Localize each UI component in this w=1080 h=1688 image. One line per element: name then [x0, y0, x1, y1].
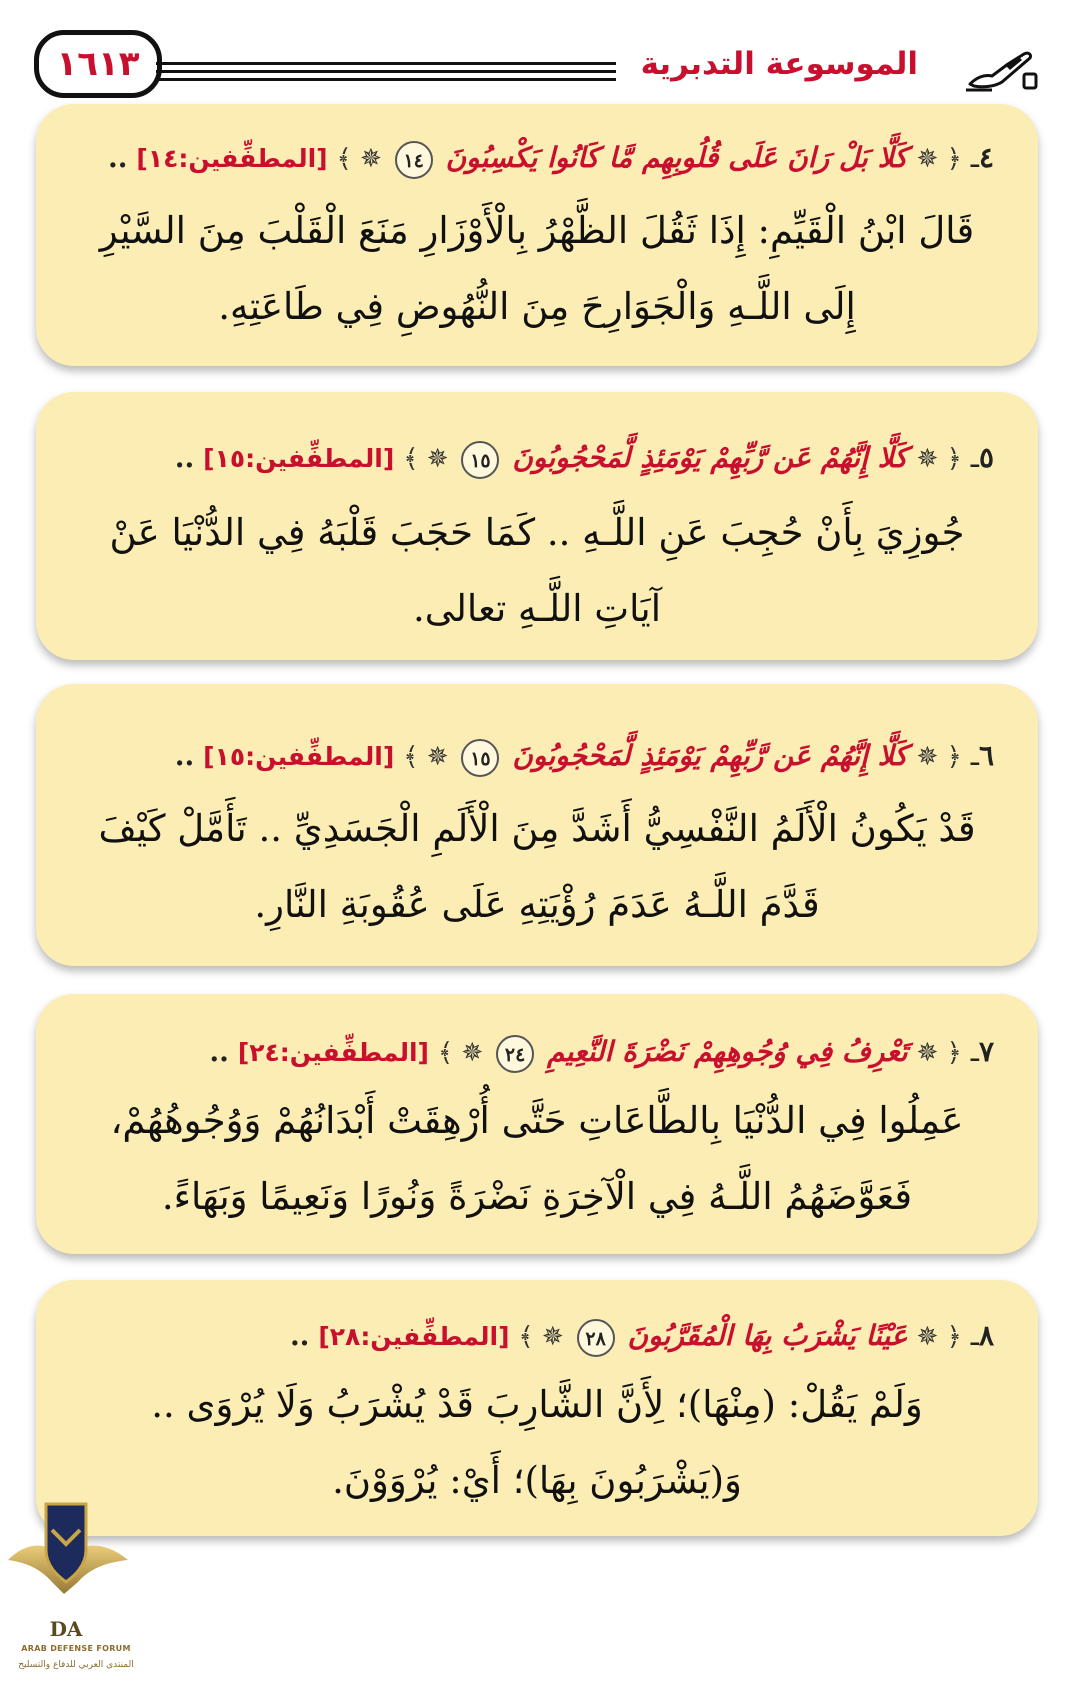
ornament-icon: ✵ ﴾ — [336, 144, 382, 174]
tadabbur-text: قَالَ ابْنُ الْقَيِّمِ: إِذَا ثَقُلَ الظَّهْرُ بِالْأَوْزَارِ مَنَعَ الْقَلْبَ مِنَ السَّيْرِ إِلَى اللَّـهِ وَالْجَوَارِحَ مِنَ النُّهُوضِ فِي طَاعَتِهِ. — [99, 209, 975, 328]
ayah-number-mark: ١٥ — [461, 739, 499, 777]
quran-verse: عَيْنًا يَشْرَبُ بِهَا الْمُقَرَّبُونَ — [627, 1319, 908, 1352]
ornament-icon: ﴿ ✵ — [916, 444, 962, 474]
ayah-number-mark: ١٥ — [461, 441, 499, 479]
verse-reference: [المطفِّفين:١٥] — [203, 742, 395, 771]
book-title: الموسوعة التدبرية — [640, 46, 918, 82]
page-header — [0, 0, 1080, 105]
tadabbur-text: جُوزِيَ بِأَنْ حُجِبَ عَنِ اللَّـهِ .. كَمَا حَجَبَ قَلْبَهُ فِي الدُّنْيَا عَنْ آيَاتِ اللَّـهِ تعالى. — [109, 511, 965, 630]
verse-line: ٧ـ ﴿ ✵ تَعْرِفُ فِي وُجُوهِهِمْ نَضْرَةَ النَّعِيمِ ٢٤ ✵ ﴾ [المطفِّفين:٢٤] .. — [80, 1032, 994, 1073]
quran-verse: كَلَّا إِنَّهُمْ عَن رَّبِّهِمْ يَوْمَئِذٍ لَّمَحْجُوبُونَ — [512, 739, 908, 772]
tadabbur-text: عَمِلُوا فِي الدُّنْيَا بِالطَّاعَاتِ حَتَّى أُرْهِقَتْ أَبْدَانُهُمْ وَوُجُوهُهُمْ، فَعَوَّضَهُمُ اللَّـهُ فِي الْآخِرَةِ نَضْرَةً وَنُورًا وَنَعِيمًا وَبَهَاءً. — [110, 1099, 964, 1218]
ayah-number-mark: ٢٨ — [577, 1319, 615, 1357]
tadabbur-card — [36, 684, 1038, 966]
ayah-number-mark: ١٤ — [395, 141, 433, 179]
item-number: ٨ — [978, 1319, 994, 1352]
ornament-icon: ﴿ ✵ — [916, 144, 962, 174]
tadabbur-text: وَلَمْ يَقُلْ: (مِنْهَا)؛ لِأَنَّ الشَّارِبَ قَدْ يُشْرَبُ وَلَا يُرْوَى .. وَ(يَشْرَبُونَ بِهَا)؛ أَيْ: يُرْوَوْنَ. — [151, 1383, 923, 1502]
tadabbur-card — [36, 1280, 1038, 1536]
verse-reference: [المطفِّفين:١٤] — [136, 144, 328, 173]
pen-writing-icon — [962, 44, 1040, 92]
ornament-icon: ﴿ ✵ — [916, 742, 962, 772]
header-rule — [156, 62, 616, 65]
item-number: ٤ — [978, 141, 994, 174]
quran-verse: كَلَّا بَلْ رَانَ عَلَى قُلُوبِهِم مَّا كَانُوا يَكْسِبُونَ — [445, 141, 908, 174]
item-number: ٦ — [978, 739, 994, 772]
quran-verse: كَلَّا إِنَّهُمْ عَن رَّبِّهِمْ يَوْمَئِذٍ لَّمَحْجُوبُونَ — [512, 441, 908, 474]
tadabbur-card — [36, 994, 1038, 1254]
verse-line: ٥ـ ﴿ ✵ كَلَّا إِنَّهُمْ عَن رَّبِّهِمْ يَوْمَئِذٍ لَّمَحْجُوبُونَ ١٥ ✵ ﴾ [المطفِّفين:١٥] .. — [80, 438, 994, 479]
page-number-badge: ١٦١٣ — [34, 30, 162, 98]
watermark-forum-name-ar: المنتدى العربي للدفاع والتسليح — [18, 1660, 134, 1670]
tadabbur-card — [36, 104, 1038, 366]
ayah-number-mark: ٢٤ — [496, 1035, 534, 1073]
ornament-icon: ﴿ ✵ — [916, 1322, 962, 1352]
verse-line: ٤ـ ﴿ ✵ كَلَّا بَلْ رَانَ عَلَى قُلُوبِهِم مَّا كَانُوا يَكْسِبُونَ ١٤ ✵ ﴾ [المطفِّفين:١٤] .. — [80, 138, 994, 179]
tadabbur-card — [36, 392, 1038, 660]
ornament-icon: ✵ ﴾ — [403, 742, 449, 772]
item-number: ٥ — [978, 441, 994, 474]
tadabbur-text: قَدْ يَكُونُ الْأَلَمُ النَّفْسِيُّ أَشَدَّ مِنَ الْأَلَمِ الْجَسَدِيِّ .. تَأَمَّلْ كَيْفَ قَدَّمَ اللَّـهُ عَدَمَ رُؤْيَتِهِ عَلَى عُقُوبَةِ النَّارِ. — [98, 807, 976, 926]
verse-reference: [المطفِّفين:١٥] — [203, 444, 395, 473]
verse-reference: [المطفِّفين:٢٨] — [318, 1322, 510, 1351]
verse-reference: [المطفِّفين:٢٤] — [237, 1038, 429, 1067]
quran-verse: تَعْرِفُ فِي وُجُوهِهِمْ نَضْرَةَ النَّعِيمِ — [547, 1035, 908, 1068]
header-rule — [156, 70, 616, 73]
verse-line: ٦ـ ﴿ ✵ كَلَّا إِنَّهُمْ عَن رَّبِّهِمْ يَوْمَئِذٍ لَّمَحْجُوبُونَ ١٥ ✵ ﴾ [المطفِّفين:١٥] .. — [80, 736, 994, 777]
item-number: ٧ — [978, 1035, 994, 1068]
header-rule — [156, 78, 616, 81]
ornament-icon: ✵ ﴾ — [437, 1038, 484, 1068]
watermark-logo-text: DA — [49, 1617, 83, 1641]
ornament-icon: ﴿ ✵ — [916, 1038, 962, 1068]
verse-line: ٨ـ ﴿ ✵ عَيْنًا يَشْرَبُ بِهَا الْمُقَرَّبُونَ ٢٨ ✵ ﴾ [المطفِّفين:٢٨] .. — [80, 1316, 994, 1357]
ornament-icon: ✵ ﴾ — [403, 444, 449, 474]
ornament-icon: ✵ ﴾ — [518, 1322, 564, 1352]
watermark-forum-name: ARAB DEFENSE FORUM — [21, 1644, 131, 1653]
